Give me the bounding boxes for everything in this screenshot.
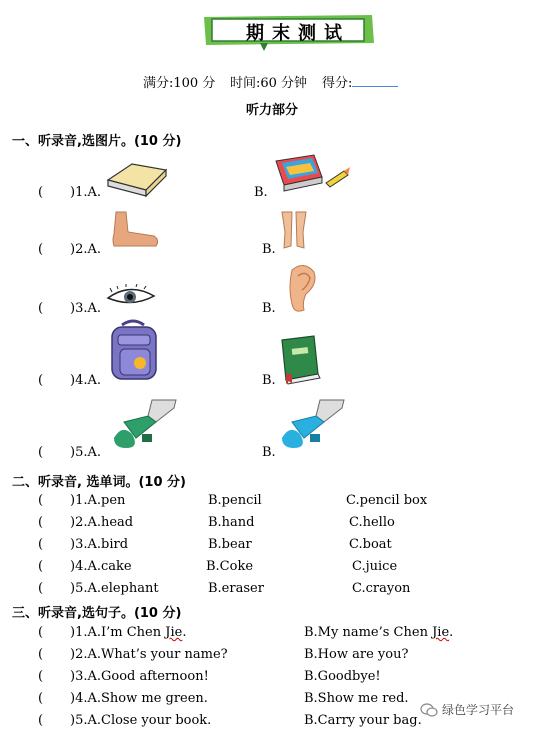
schoolbag-image xyxy=(104,319,162,383)
s3-q1-b-name: Jie xyxy=(432,625,450,640)
s2-q3-b: B.bear xyxy=(208,537,252,552)
s3-q5-a: )5.A.Close your book. xyxy=(70,713,212,728)
s2-q3-c: C.boat xyxy=(349,537,392,552)
section2-heading: 二、听录音, 选单词。(10 分) xyxy=(12,475,186,490)
section1-heading: 一、听录音,选图片。(10 分) xyxy=(12,134,182,149)
s3-q4-a: )4.A.Show me green. xyxy=(70,691,208,706)
watermark xyxy=(420,701,514,718)
s1-q3-b: B. xyxy=(262,301,276,316)
book-image xyxy=(278,334,322,384)
s2-q5-paren: ( xyxy=(38,581,44,596)
s1-q3-num: )3.A. xyxy=(70,301,101,316)
s2-q5-a: )5.A.elephant xyxy=(70,581,159,596)
ear-image xyxy=(284,264,318,314)
s2-q5-b: B.eraser xyxy=(208,581,264,596)
s1-q2-b: B. xyxy=(262,242,276,257)
s2-q3-paren: ( xyxy=(38,537,44,552)
s3-q3-paren: ( xyxy=(38,669,44,684)
s2-q4-b: B.Coke xyxy=(206,559,254,574)
watermark-text: 绿色学习平台 xyxy=(442,703,515,717)
legs-image xyxy=(278,212,310,252)
s1-q1-b: B. xyxy=(254,185,268,200)
s2-q4-paren: ( xyxy=(38,559,44,574)
page-title: 期末测试 xyxy=(246,23,350,44)
blue-paint-tube-image xyxy=(280,398,346,450)
s1-q1-num: )1.A. xyxy=(70,185,101,200)
s3-q5-paren: ( xyxy=(38,713,44,728)
s3-q1-paren: ( xyxy=(38,625,44,640)
section3-heading: 三、听录音,选句子。(10 分) xyxy=(12,606,182,621)
s3-q1-a-end: . xyxy=(182,625,187,640)
eye-image xyxy=(106,286,156,306)
s1-q5-b: B. xyxy=(262,445,276,460)
s3-q1-b xyxy=(304,625,453,640)
s3-q1-a xyxy=(70,625,186,640)
s2-q1-a: )1.A.pen xyxy=(70,493,126,508)
pencil-box-crayon-image xyxy=(274,153,352,195)
s3-q2-paren: ( xyxy=(38,647,44,662)
s3-q1-a-text: )1.A.I’m Chen xyxy=(70,625,166,640)
s3-q2-a: )2.A.What’s your name? xyxy=(70,647,228,662)
s2-q2-c: C.hello xyxy=(349,515,395,530)
time-limit: 时间:60 分钟 xyxy=(230,76,308,91)
s3-q2-b: B.How are you? xyxy=(304,647,409,662)
part-title: 听力部分 xyxy=(246,103,299,118)
s1-q2-paren: ( xyxy=(38,242,44,257)
s2-q1-c: C.pencil box xyxy=(346,493,428,508)
green-paint-tube-image xyxy=(112,398,178,450)
score-label-text: 得分: xyxy=(322,76,353,91)
full-score: 满分:100 分 xyxy=(143,76,216,91)
s2-q1-paren: ( xyxy=(38,493,44,508)
s3-q3-a: )3.A.Good afternoon! xyxy=(70,669,209,684)
s2-q2-a: )2.A.head xyxy=(70,515,134,530)
s3-q4-b: B.Show me red. xyxy=(304,691,409,706)
s3-q5-b: B.Carry your bag. xyxy=(304,713,422,728)
s2-q5-c: C.crayon xyxy=(352,581,411,596)
s2-q4-c: C.juice xyxy=(352,559,398,574)
s1-q4-paren: ( xyxy=(38,373,44,388)
s3-q4-paren: ( xyxy=(38,691,44,706)
foot-image xyxy=(110,210,160,250)
eraser-image xyxy=(106,158,168,198)
s3-q1-b-end: . xyxy=(449,625,454,640)
s1-q2-num: )2.A. xyxy=(70,242,101,257)
s2-q4-a: )4.A.cake xyxy=(70,559,132,574)
s2-q1-b: B.pencil xyxy=(208,493,262,508)
s2-q2-paren: ( xyxy=(38,515,44,530)
s3-q1-b-text: B.My name’s Chen xyxy=(304,625,433,640)
s1-q5-paren: ( xyxy=(38,445,44,460)
s2-q2-b: B.hand xyxy=(208,515,255,530)
score-label xyxy=(322,72,398,91)
s1-q4-num: )4.A. xyxy=(70,373,101,388)
wechat-icon xyxy=(420,703,438,717)
s1-q4-b: B. xyxy=(262,373,276,388)
s2-q3-a: )3.A.bird xyxy=(70,537,129,552)
score-blank[interactable] xyxy=(352,74,398,87)
s1-q3-paren: ( xyxy=(38,301,44,316)
s3-q1-a-name: Jie xyxy=(165,625,183,640)
s1-q1-paren: ( xyxy=(38,185,44,200)
s1-q5-num: )5.A. xyxy=(70,445,101,460)
s3-q3-b: B.Goodbye! xyxy=(304,669,381,684)
